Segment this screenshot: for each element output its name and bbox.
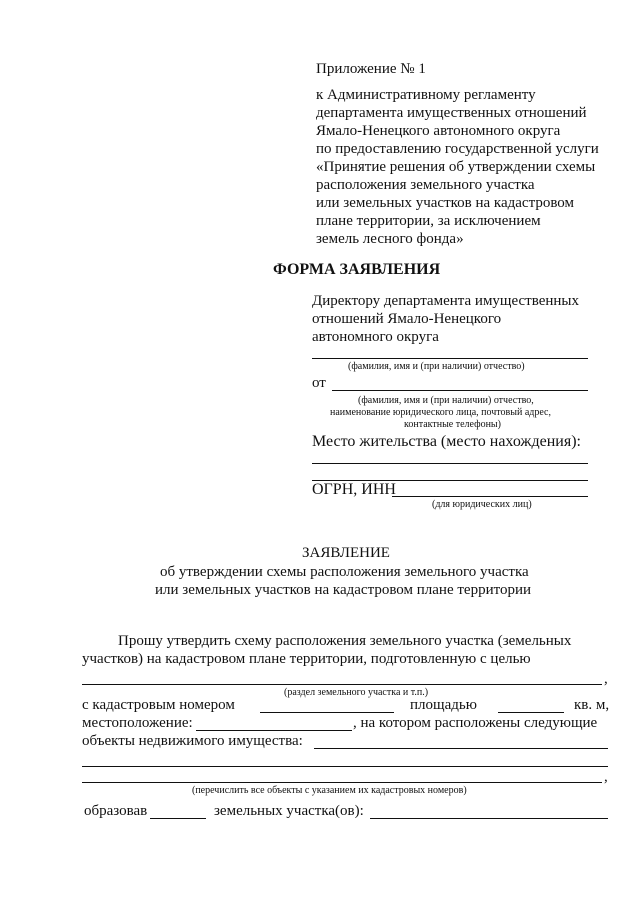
- from-line[interactable]: [332, 390, 588, 391]
- appendix-line: расположения земельного участка: [316, 177, 535, 193]
- appendix-line: Ямало-Ненецкого автономного округа: [316, 123, 561, 139]
- hint-from: контактные телефоны): [404, 419, 501, 430]
- objects-line[interactable]: [82, 782, 602, 783]
- objects-label: объекты недвижимого имущества:: [82, 733, 303, 749]
- parcels-label: земельных участка(ов):: [214, 803, 364, 819]
- objects-line[interactable]: [82, 766, 608, 767]
- form-title: ФОРМА ЗАЯВЛЕНИЯ: [273, 261, 441, 278]
- ogrn-label: ОГРН, ИНН: [312, 481, 396, 498]
- hint-fio: (фамилия, имя и (при наличии) отчество): [348, 361, 525, 372]
- addressee-line: отношений Ямало-Ненецкого: [312, 311, 502, 327]
- hint-section: (раздел земельного участка и т.п.): [284, 687, 429, 698]
- hint-from: наименование юридического лица, почтовый адрес,: [330, 407, 551, 418]
- fio-line[interactable]: [312, 358, 588, 359]
- area-line[interactable]: [498, 712, 564, 713]
- addressee-line: автономного округа: [312, 329, 439, 345]
- addressee-line: Директору департамента имущественных: [312, 293, 580, 309]
- hint-from: (фамилия, имя и (при наличии) отчество,: [358, 395, 534, 406]
- ogrn-line[interactable]: [392, 496, 588, 497]
- objects-line[interactable]: [314, 748, 608, 749]
- statement-subtitle: об утверждении схемы расположения земельного участка: [160, 564, 529, 580]
- purpose-line[interactable]: [82, 684, 602, 685]
- statement-title: ЗАЯВЛЕНИЕ: [302, 545, 390, 561]
- appendix-line: департамента имущественных отношений: [316, 105, 587, 121]
- forming-count-line[interactable]: [150, 818, 206, 819]
- location-tail: , на котором расположены следующие: [353, 715, 598, 731]
- hint-legal: (для юридических лиц): [432, 499, 532, 510]
- area-label: площадью: [410, 697, 477, 713]
- appendix-line: или земельных участков на кадастровом: [316, 195, 575, 211]
- appendix-line: к Административному регламенту: [316, 87, 536, 103]
- unit: кв. м,: [574, 697, 610, 713]
- forming-label: образовав: [84, 803, 148, 819]
- appendix-line: «Принятие решения об утверждении схемы: [316, 159, 596, 175]
- cadastral-label: с кадастровым номером: [82, 697, 235, 713]
- appendix-line: по предоставлению государственной услуги: [316, 141, 599, 157]
- residence-label: Место жительства (место нахождения):: [312, 433, 581, 450]
- from-label: от: [312, 375, 326, 391]
- comma: ,: [604, 671, 608, 687]
- cadastral-line[interactable]: [260, 712, 394, 713]
- location-label: местоположение:: [82, 715, 193, 731]
- appendix-line: плане территории, за исключением: [316, 213, 541, 229]
- residence-line[interactable]: [312, 463, 588, 464]
- appendix-line: земель лесного фонда»: [316, 231, 464, 247]
- statement-subtitle: или земельных участков на кадастровом плане территории: [155, 582, 532, 598]
- comma: ,: [604, 769, 608, 785]
- body-line: участков) на кадастровом плане территории, подготовленную с целью: [82, 651, 531, 667]
- location-line[interactable]: [196, 730, 352, 731]
- body-line: Прошу утвердить схему расположения земельного участка (земельных: [118, 633, 572, 649]
- appendix-title: Приложение № 1: [316, 61, 426, 77]
- hint-objects: (перечислить все объекты с указанием их кадастровых номеров): [192, 785, 467, 796]
- parcels-line[interactable]: [370, 818, 608, 819]
